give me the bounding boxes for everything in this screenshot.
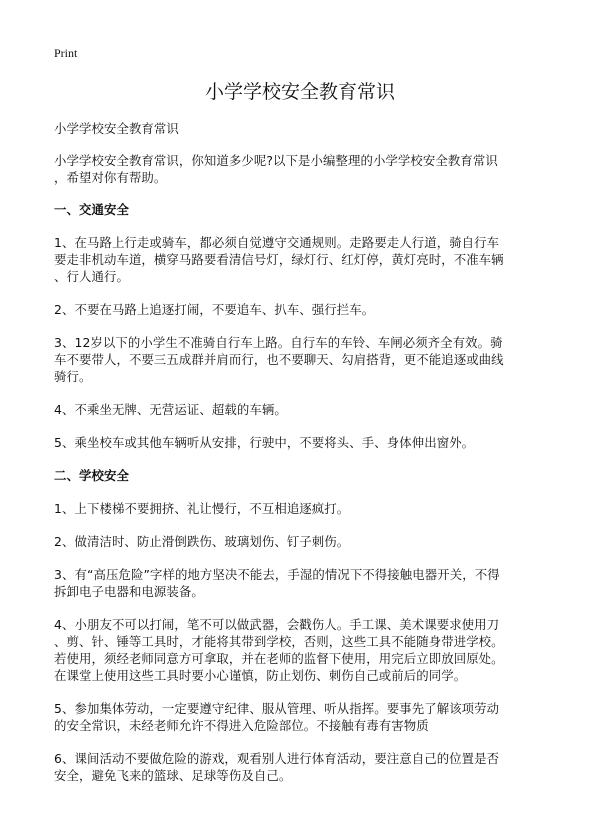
list-item: 5、参加集体劳动，一定要遵守纪律、服从管理、听从指挥。要事先了解该项劳动 的安全常识，未经老师允许不得进入危险部位。不接触有毒有害物质 bbox=[54, 701, 500, 733]
document-body bbox=[54, 120, 554, 800]
list-item: 3、12岁以下的小学生不准骑自行车上路。自行车的车铃、车闸必须齐全有效。骑 车不要带人，不要三五成群并肩而行，也不要聊天、勾肩搭背，更不能追逐或曲线 骑行。 bbox=[54, 335, 504, 384]
intro-paragraph: 小学学校安全教育常识，你知道多少呢?以下是小编整理的小学学校安全教育常识 ，希望对你有帮助。 bbox=[54, 153, 498, 185]
list-item: 4、小朋友不可以打闹，笔不可以做武器，会戳伤人。手工课、美术课要求使用刀 、剪、针、锤等工具时，才能将其带到学校，否则，这些工具不能随身带进学校。 若使用，须经老师同意方可拿取，并在老师的监督下使用，用完后立即放回原处。 在课堂上使用这些工具时要小心谨慎，防止划伤、刺伤自己或前后的同学。 bbox=[54, 617, 504, 683]
list-item: 2、做清洁时、防止滑倒跌伤、玻璃划伤、钉子刺伤。 bbox=[54, 534, 350, 549]
section-heading: 一、交通安全 bbox=[54, 202, 129, 217]
list-item: 2、不要在马路上追逐打闹，不要追车、扒车、强行拦车。 bbox=[54, 302, 375, 317]
list-item: 6、课间活动不要做危险的游戏，观看别人进行体育活动，要注意自己的位置是否 安全，避免飞来的篮球、足球等伤及自己。 bbox=[54, 751, 500, 783]
list-item: 1、上下楼梯不要拥挤、礼让慢行，不互相追逐疯打。 bbox=[54, 501, 350, 516]
list-item: 5、乘坐校车或其他车辆听从安排，行驶中，不要将头、手、身体伸出窗外。 bbox=[54, 435, 475, 450]
section-traffic-safety bbox=[54, 201, 554, 451]
section-school-safety bbox=[54, 467, 554, 784]
list-item: 3、有“高压危险”字样的地方坚决不能去，手湿的情况下不得接触电器开关，不得 拆卸电子电器和电源装备。 bbox=[54, 567, 500, 599]
document-title: 小学学校安全教育常识 bbox=[204, 81, 395, 103]
print-label: Print bbox=[54, 46, 78, 60]
list-item: 4、不乘坐无牌、无营运证、超载的车辆。 bbox=[54, 402, 287, 417]
list-item: 1、在马路上行走或骑车，都必须自觉遵守交通规则。走路要走人行道，骑自行车 要走非机动车道，横穿马路要看清信号灯，绿灯行、红灯停，黄灯亮时，不准车辆 、行人通行。 bbox=[54, 235, 504, 284]
section-heading: 二、学校安全 bbox=[54, 468, 129, 483]
document-subtitle: 小学学校安全教育常识 bbox=[54, 121, 179, 136]
